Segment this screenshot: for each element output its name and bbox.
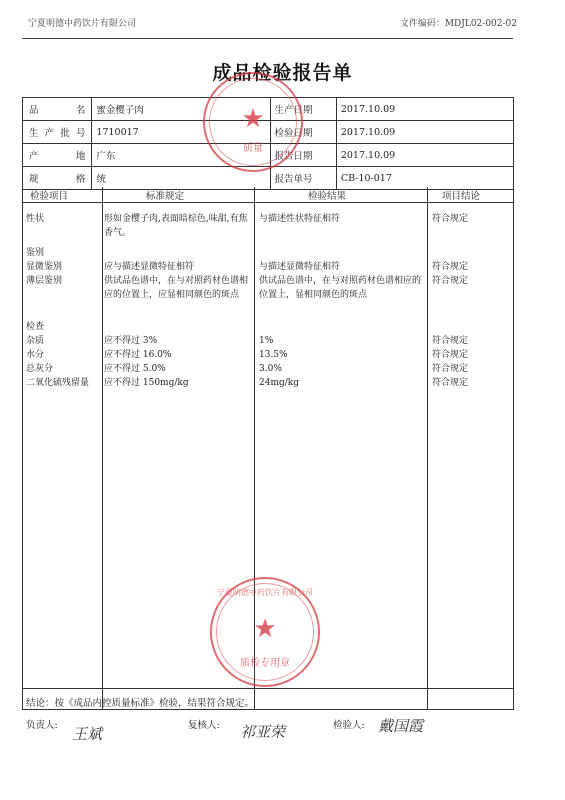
company-seal-stamp: [203, 72, 303, 172]
row-item: 检查: [26, 322, 45, 332]
reviewer-signature: 祁亚荣: [240, 723, 286, 741]
company-name: 宁夏明德中药饮片有限公司: [28, 19, 137, 29]
column-header-standard: 标准规定: [146, 191, 185, 202]
row-standard: 供试品色谱中，在与对照药材色谱相应的位置上，应显相同颜色的斑点: [104, 276, 249, 300]
row-standard: 应与描述显微特征相符: [104, 262, 195, 272]
star-icon: ★: [241, 104, 265, 134]
row-result: 与描述性状特征相符: [259, 214, 341, 224]
report-title: 成品检验报告单: [212, 62, 353, 84]
column-header-item: 检验项目: [30, 191, 69, 202]
test-date-label: 检验日期: [270, 121, 336, 144]
row-item: 杂质: [26, 336, 45, 346]
report-date-value: 2017.10.09: [336, 144, 513, 167]
report-number-value: CB-10-017: [336, 167, 513, 190]
column-header-result: 检验结果: [308, 191, 347, 202]
table-row: [22, 246, 514, 260]
row-item: 性状: [26, 214, 45, 224]
row-conclusion: 符合规定: [432, 378, 469, 388]
row-standard: 形如金樱子肉,表面暗棕色,味甜,有焦香气。: [104, 214, 248, 238]
quality-inspection-stamp: [210, 577, 320, 687]
production-date-value: 2017.10.09: [336, 98, 513, 121]
spec-value: 统: [92, 167, 270, 190]
info-row: [23, 167, 514, 190]
name-value: 蜜金樱子肉: [92, 98, 270, 121]
row-conclusion: 符合规定: [432, 350, 469, 360]
report-number-label: 报告单号: [270, 167, 336, 190]
column-headers: [22, 188, 514, 202]
stamp-text: 质量: [243, 143, 263, 154]
responsible-label: 负责人:: [26, 720, 58, 731]
row-conclusion: 符合规定: [432, 336, 469, 346]
row-item: 薄层鉴别: [26, 276, 63, 286]
conclusion-text: 结论：按《成品内控质量标准》检验，结果符合规定。: [26, 698, 255, 709]
production-date-label: 生产日期: [270, 98, 336, 121]
table-row: [22, 348, 514, 362]
inspector-label: 检验人:: [333, 720, 365, 731]
row-result: 1%: [259, 336, 274, 346]
table-row: [22, 212, 514, 246]
column-header-conclusion: 项目结论: [442, 191, 481, 202]
table-row: [22, 274, 514, 320]
row-conclusion: 符合规定: [432, 214, 469, 224]
row-standard: 应不得过 3%: [104, 336, 158, 346]
origin-label: 产 地: [23, 144, 92, 167]
test-date-value: 2017.10.09: [336, 121, 513, 144]
stamp-text: 质检专用章: [240, 658, 290, 669]
star-icon: ★: [253, 614, 277, 644]
conclusion-rule: [22, 688, 514, 689]
row-result: 供试品色谱中，在与对照药材色谱相应的位置上，显相同颜色的斑点: [259, 276, 422, 300]
inspector-signature: 戴国霞: [378, 717, 424, 735]
table-row: [22, 362, 514, 376]
responsible-signature: 王斌: [72, 725, 103, 743]
row-conclusion: 符合规定: [432, 364, 469, 374]
row-result: 13.5%: [259, 350, 288, 360]
row-item: 水分: [26, 350, 45, 360]
row-result: 与描述显微特征相符: [259, 262, 341, 272]
row-result: 3.0%: [259, 364, 282, 374]
row-item: 二氧化硫残留量: [26, 378, 90, 388]
report-date-label: 报告日期: [270, 144, 336, 167]
document-number: 文件编码：MDJL02-002-02: [399, 19, 517, 29]
table-row: [22, 320, 514, 334]
row-standard: 应不得过 16.0%: [104, 350, 172, 360]
column-header-rule: [22, 202, 514, 203]
row-item: 总灰分: [26, 364, 54, 374]
spec-label: 规 格: [23, 167, 92, 190]
row-standard: 应不得过 150mg/kg: [104, 378, 189, 388]
origin-value: 广东: [92, 144, 270, 167]
row-result: 24mg/kg: [259, 378, 299, 388]
name-label: 品 名: [23, 98, 92, 121]
results-table: [22, 212, 514, 390]
row-conclusion: 符合规定: [432, 276, 469, 286]
page-header: [0, 0, 565, 34]
row-conclusion: 符合规定: [432, 262, 469, 272]
row-item: 鉴别: [26, 248, 45, 258]
batch-value: 1710017: [92, 121, 270, 144]
table-row: [22, 334, 514, 348]
batch-label: 生产批号: [23, 121, 92, 144]
table-row: [22, 260, 514, 274]
row-item: 显微鉴别: [26, 262, 63, 272]
row-standard: 应不得过 5.0%: [104, 364, 166, 374]
header-rule: [22, 38, 513, 39]
reviewer-label: 复核人:: [188, 720, 220, 731]
table-row: [22, 376, 514, 390]
stamp-company-arc: 宁夏明德中药饮片有限公司: [217, 588, 313, 597]
